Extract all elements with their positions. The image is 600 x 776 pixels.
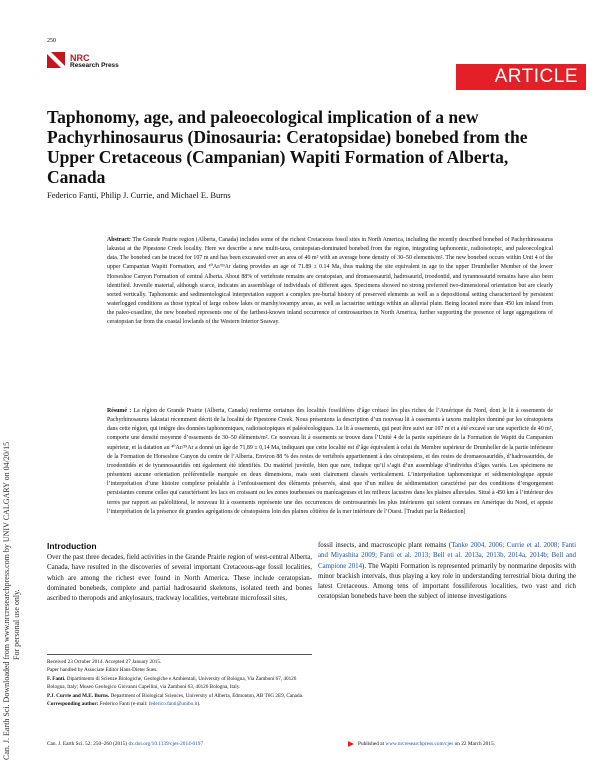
- publisher-name: NRC: [70, 53, 90, 63]
- publisher-logo-text: [70, 55, 119, 69]
- paper-title: Taphonomy, age, and paleoecological implication of a new Pachyrhinosaurus (Dinosauria: Ceratopsidae) bonebed from the Upper Cretaceous (Campanian) Wapiti Formation of Alberta, Canada: [47, 107, 528, 187]
- footnote-divider: [47, 654, 312, 655]
- footnotes: [47, 658, 312, 708]
- intro-column-right: [318, 541, 576, 603]
- download-sidebar: [2, 420, 21, 760]
- abstract-text: The Grande Prairie region (Alberta, Canada) includes some of the richest Cretaceous fossil sites in North America, including the recently described bonebed of Pachyrhinosaurus lakustai at the Pipestone Creek locality. Here we describe a new multi-taxa, ceratopsian-dominated bonebed from the region, integrating taphonomic, radioisotopic, and paleoecological data. The bonebed can be traced for 107 m and has been excavated over an area of 40 m² with an average bone density of 30–50 elements/m². The new bonebed occurs within Unit 4 of the upper Campanian Wapiti Formation, and ⁴⁰Ar/³⁹Ar dating provides an age of 71.89 ± 0.14 Ma, thus making the site equivalent in age to the upper Drumheller Member of the lower Horseshoe Canyon Formation of central Alberta. About 88% of vertebrate remains are ceratopsian, and dromaeosaurid, hadrosaurid, troodontid, and tyrannosaurid remains have also been identified. Juvenile material, although scarce, indicates an assemblage of individuals of different ages. Specimens showed no strong preferred two-dimensional orientation but are clearly sorted vertically. Taphonomic and sedimentological interpretation support a complex pre-burial history of preserved elements as well as a depositional setting characterized by persistent waterlogged conditions as those typical of large oxbow lakes or marshy/swampy areas, as well as lacustrine settings within an alluvial plain. Being located more than 450 km inland from the paleo-coastline, the new bonebed represents one of the farthest-known inland occurrence of centrosaurines in North America, further supporting the presence of large aggregations of ceratopsian far from the coastal lowlands of the Western Interior Seaway.: [107, 237, 553, 326]
- corresponding-author: [47, 700, 312, 708]
- section-heading-introduction: Introduction: [47, 541, 97, 551]
- affiliation-fanti: [47, 675, 312, 692]
- sidebar-download-note: Can. J. Earth Sci. Downloaded from www.nrcresearchpress.com by UNIV CALGARY on 04/20/15: [2, 441, 11, 760]
- intro-column-left: Over the past three decades, field activities in the Grande Prairie region of west-central Alberta, Canada, have resulted in the discoveries of several important Cretaceous-age fossil localities, which are among the richest ever found in North America. These include ceratopsian-dominated bonebeds, complete and partial hadrosaurid skeletons, isolated teeth and bones ascribed to theropods and ankylosaurs, trackway localities, vertebrate microfossil sites,: [47, 554, 312, 603]
- published-suffix: on 22 March 2015.: [454, 741, 495, 747]
- corresponding-end: ).: [197, 701, 201, 708]
- citation-links[interactable]: Tanke 2004, 2006; Currie et al. 2008; Fanti and Miyashita 2009; Fanti et al. 2013; Bell et al. 2013a, 2013b, 2014a, 2014b; Bell and Campione 2014: [318, 542, 576, 570]
- intro-text-b: ). The Wapiti Formation is represented primarily by nonmarine deposits with minor brackish intervals, thus playing a key role in understanding terrestrial biota during the latest Cretaceous. Among tens of important fossiliferous localities, two vast and rich ceratopsian bonebeds have been the subject of intense investigations: [318, 562, 576, 601]
- corresponding-email-link[interactable]: federico.fanti@unibo.it: [148, 701, 198, 708]
- corresponding-text: Federico Fanti (e-mail:: [99, 701, 148, 708]
- received-dates: Received 23 October 2014. Accepted 27 January 2015.: [47, 659, 162, 665]
- journal-citation: Can. J. Earth Sci. 52: 250–260 (2015): [47, 741, 128, 747]
- affiliation-fanti-name: F. Fanti.: [47, 675, 66, 682]
- page-number: 250: [47, 38, 56, 44]
- resume-text: La région de Grande Prairie (Alberta, Canada) renferme certaines des localités fossilifères d’âge crétacé les plus riches de l’Amérique du Nord, dont le lit à ossements de Pachyrhinosaurus lakustai récemment décrit de la localité de Pipestone Creek. Nous présentons la description d’un nouveau lit à ossements à taxons multiples dominé par les cératopsiens dans cette région, qui intègre des données taphonomiques, radioisotopiques et paléoécologiques. Le lit à ossements, qui peut être suivi sur 107 m et a été excavé sur une superficie de 40 m², comporte une densité moyenne d’ossements de 30–50 éléments/m². Ce nouveau lit à ossements se trouve dans l’Unité 4 de la partie supérieure de la Formation de Wapiti du Campanien supérieur, et la datation au ⁴⁰Ar/³⁹Ar a donné un âge de 71,89 ± 0,14 Ma, indiquant que cette localité est d’âge équivalent à celui du Membre supérieur de Drumheller de la partie inférieure de la Formation de Horseshoe Canyon du centre de l’Alberta. Environ 88 % des restes de vertébrés appartiennent à des cératopsiens, et des restes de dromaeosauridés, d’hadrosauridés, de troodontidés et de tyrannosauridés ont également été identifiés. Du matériel juvénile, bien que rare, indique qu’il s’agit d’un assemblage d’individus d’âges variés. Les spécimens ne présentent aucune orientation préférentielle marquée en deux dimensions, mais sont clairement classés verticalement. L’interprétation taphonomique et sédimentologique appuie l’interprétation d’une histoire complexe préalable à l’enfouissement des éléments préservés, ainsi que d’un milieu de sédimentation caractérisé par des conditions d’engorgement persistantes comme celles qui caractérisent les lacs en croissant ou les zones tourbeuses ou marécageuses et les milieux lacustres dans les plaines alluviales. Situé à 450 km à l’intérieur des terres par rapport au paléolittoral, le nouveau lit à ossements représente une des occurrences de centrosaurinés les plus intérieures qui soient connues en Amérique du Nord, et appuie l’interprétation de la présence de grandes agrégations de cératopsiens loin des plaines côtières de la mer intérieure de l’Ouest. [Traduit par la Rédaction]: [107, 408, 553, 515]
- abstract-label: Abstract:: [107, 237, 131, 243]
- affiliation-currie-burns-text: Department of Biological Sciences, University of Alberta, Edmonton, AB T6G 2E9, Canada.: [110, 692, 304, 699]
- resume-label: Résumé :: [107, 408, 132, 414]
- editor-note: Paper handled by Associate Editor Hans-Dieter Sues.: [47, 667, 158, 674]
- published-site-link[interactable]: www.nrcresearchpress.com/cjes: [385, 741, 454, 747]
- corresponding-label: Corresponding author:: [47, 701, 99, 708]
- nrc-logo-icon: [47, 52, 65, 68]
- published-arrow-icon: [348, 741, 354, 747]
- abstract: [107, 236, 553, 328]
- sidebar-personal-use: For personal use only.: [12, 589, 21, 660]
- published-info: [358, 741, 495, 747]
- doi-link[interactable]: dx.doi.org/10.1139/cjes-2014-0197: [128, 741, 204, 747]
- affiliation-currie-burns-name: P.J. Currie and M.E. Burns.: [47, 692, 110, 699]
- publisher-subname: Research Press: [70, 62, 119, 69]
- affiliation-fanti-text: Dipartimento di Scienze Biologiche, Geologiche e Ambientali, University of Bologna, Via Zamboni 67, 40126 Bologna, Italy; Museo Geologico Giovanni Capellini, via Zamboni 63, 40126 Bologna, Italy.: [47, 675, 297, 691]
- published-prefix: Published at: [358, 741, 385, 747]
- journal-citation-line: [47, 741, 203, 747]
- resume: [107, 407, 553, 517]
- intro-text-a: fossil insects, and macroscopic plant remains (: [318, 542, 452, 549]
- affiliation-currie-burns: [47, 692, 312, 700]
- article-banner: ARTICLE: [456, 64, 586, 90]
- author-list: Federico Fanti, Philip J. Currie, and Michael E. Burns: [47, 190, 231, 200]
